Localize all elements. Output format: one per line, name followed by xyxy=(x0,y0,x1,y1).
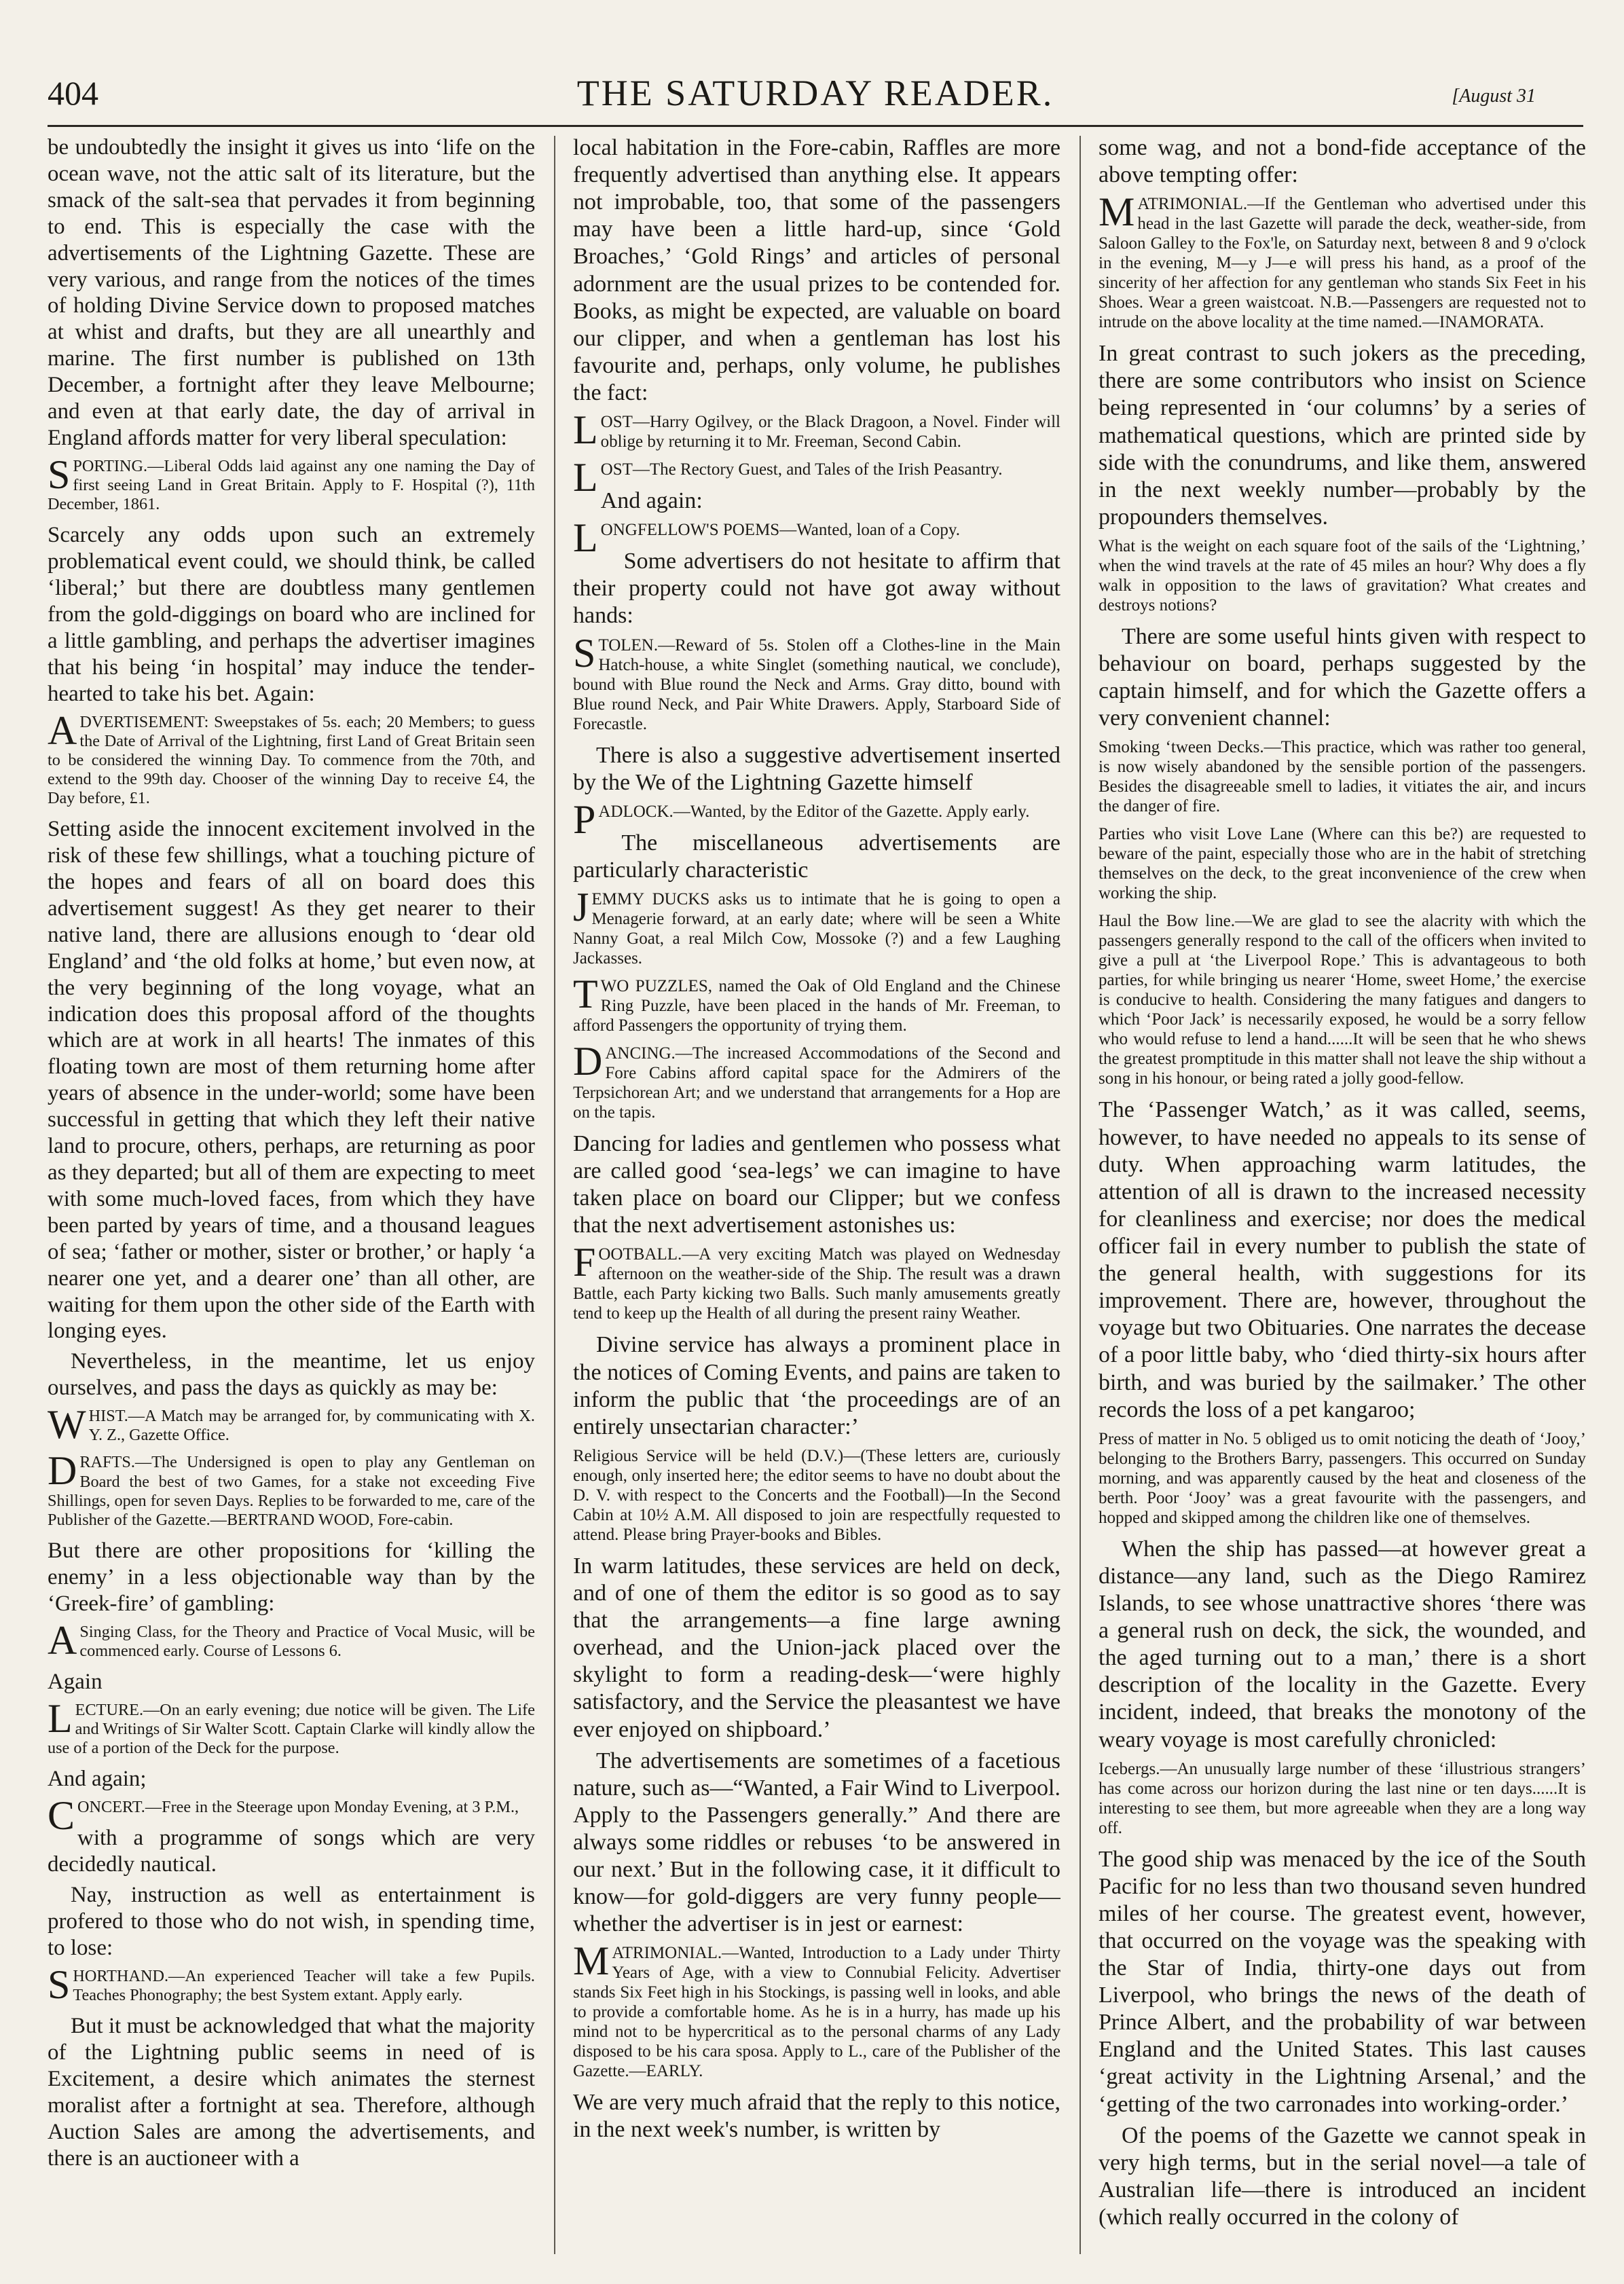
body-paragraph: In warm latitudes, these services are held on deck, and of one of them the editor is so good as to say that the arrangements—a fine large awning overhead, and the Union-jack placed over the skylight to form a reading-desk—‘were highly satisfactory, and the Service the pleasantest we have ever enjoyed on shipboard.’ xyxy=(573,1553,1060,1742)
advertisement-text: STOLEN.—Reward of 5s. Stolen off a Clothes-line in the Main Hatch-house, a white Singlet (something nautical, we conclude), bound with Blue round the Neck and Arms. Gray ditto, bound with Blue round Neck, and Pair White Drawers. Apply, Starboard Side of Forecastle. xyxy=(573,630,1060,733)
quoted-notice: What is the weight on each square foot of the sails of the ‘Lightning,’ when the wind travels at the rate of 45 miles an hour? Why does a fly walk in opposition to the laws of gravitation? What creates and destroys notions? xyxy=(1099,536,1586,614)
body-paragraph: Nay, instruction as well as entertainment is profered to those who do not wish, in spending time, to lose: xyxy=(48,1883,535,1960)
body-paragraph: In great contrast to such jokers as the preceding, there are some contributors who insist on Science being represented in ‘our columns’ by a series of mathematical questions, which are printed side by side with the conundrums, and like them, answered in the next weekly number—probably by the propounders themselves. xyxy=(1099,341,1586,530)
column-divider xyxy=(1079,136,1081,2254)
body-paragraph: There are some useful hints given with respect to behaviour on board, perhaps suggested by the captain himself, and for which the Gazette offers a very convenient channel: xyxy=(1099,623,1586,731)
body-paragraph: Some advertisers do not hesitate to affirm that their property could not have got away without hands: xyxy=(573,549,1060,629)
page-title: THE SATURDAY READER. xyxy=(576,73,1054,113)
advertisement-text: JEMMY DUCKS asks us to intimate that he is going to open a Menagerie forward, at an early date; where will be seen a White Nanny Goat, a real Milch Cow, Mossoke (?) and a few Laughing Jackasses. xyxy=(573,884,1060,968)
advertisement-text: LONGFELLOW'S POEMS—Wanted, loan of a Copy. xyxy=(573,515,960,561)
body-paragraph: Setting aside the innocent excitement involved in the risk of these few shillings, what a touching picture of the hopes and fears of all on board does this advertisement suggest! As they get nearer to their native land, there are allusions enough to ‘dear old England’ and ‘the old folks at home,’ but even now, at the very beginning of the long voyage, what an indication does this proposal afford of the thoughts which are at work in all hearts! The inmates of this floating town are most of them returning home after years of absence in the under-world; some have been successful in getting that which they left their native land to procure, others, perhaps, are returning as poor as they departed; but all of them are expecting to meet with some much-loved faces, from which they have been parted by years of time, and a thousand leagues of sea; ‘father or mother, sister or brother,’ or haply ‘a nearer one yet, and a dearer one’ than all other, are waiting for them upon the other side of the Earth with longing eyes. xyxy=(48,817,535,1344)
advertisement-text: ADVERTISEMENT: Sweepstakes of 5s. each; 20 Members; to guess the Date of Arrival of the Lightning, first Land of Great Britain seen to be considered the winning Day. To commence from the 70th, and extend to the 99th day. Chooser of the winning Day to receive £4, the Day before, £1. xyxy=(48,707,535,808)
body-paragraph: And again; xyxy=(48,1767,147,1792)
advertisement-text: LECTURE.—On an early evening; due notice will be given. The Life and Writings of Sir Walter Scott. Captain Clarke will kindly allow the use of a portion of the Deck for the purpose. xyxy=(48,1695,535,1758)
body-paragraph: be undoubtedly the insight it gives us into ‘life on the ocean wave, not the attic salt of its literature, but the smack of the salt-sea that pervades it from beginning to end. This is especially the case with the advertisements of the Lightning Gazette. These are very various, and range from the notices of the times of holding Divine Service down to proposed matches at whist and drafts, but they are all unearthly and marine. The first number is published on 13th December, a fortnight after they leave Melbourne; and even at that early date, the day of arrival in England affords matter for very liberal speculation: xyxy=(48,135,535,450)
advertisement-text: PADLOCK.—Wanted, by the Editor of the Gazette. Apply early. xyxy=(573,796,1030,842)
advertisement-text: ASinging Class, for the Theory and Practice of Vocal Music, will be commenced early. Course of Lessons 6. xyxy=(48,1617,535,1663)
advertisement-text: MATRIMONIAL.—If the Gentleman who advertised under this head in the last Gazette will parade the deck, weather-side, from Saloon Galley to the Fox'le, on Saturday next, between 8 and 9 o'clock in the evening, M—y J—e will press his hand, as a proof of the sincerity of her affection for any gentleman who stands Six Feet in his Shoes. Wear a green waistcoat. N.B.—Passengers are requested not to intrude on the above locality at the time named.—INAMORATA. xyxy=(1099,189,1586,332)
advertisement-text: MATRIMONIAL.—Wanted, Introduction to a Lady under Thirty Years of Age, with a view to Connubial Felicity. Advertiser stands Six Feet high in his Stockings, is passing well in looks, and able to provide a comfortable home. As he is in a hurry, has made up his mind not to be hypercritical as to the personal charms of any Lady disposed to be his cara sposa. Apply to L., care of the Publisher of the Gazette.—EARLY. xyxy=(573,1938,1060,2081)
issue-date: [August 31 xyxy=(1452,86,1536,107)
masthead xyxy=(48,68,1583,115)
body-paragraph: with a programme of songs which are very decidedly nautical. xyxy=(48,1826,535,1877)
body-paragraph: When the ship has passed—at however great a distance—any land, such as the Diego Ramirez Islands, to see whose unattractive shores ‘there was a general rush on deck, the sick, the wounded, and the aged turning out to a man,’ there is a short description of the locality in the Gazette. Every incident, indeed, that breaks the monotony of the weary voyage is most carefully chronicled: xyxy=(1099,1536,1586,1752)
body-paragraph: But there are other propositions for ‘killing the enemy’ in a less objectionable way than by the ‘Greek-fire’ of gambling: xyxy=(48,1538,535,1616)
advertisement-text: TWO PUZZLES, named the Oak of Old England and the Chinese Ring Puzzle, have been placed in the hands of Mr. Freeman, to afford Passengers the opportunity of trying them. xyxy=(573,971,1060,1035)
quoted-notice: Parties who visit Love Lane (Where can this be?) are requested to beware of the paint, especially those who are in the habit of stretching themselves on the deck, to the great inconvenience of the crew when working the ship. xyxy=(1099,825,1586,903)
column-divider xyxy=(554,136,555,2254)
quoted-notice: Icebergs.—An unusually large number of these ‘illustrious strangers’ has come across our horizon during the last nine or ten days......It is interesting to see them, but more agreeable when they are a long way off. xyxy=(1099,1759,1586,1837)
body-paragraph: And again: xyxy=(600,488,703,514)
advertisement-text: DRAFTS.—The Undersigned is open to play any Gentleman on Board the best of two Games, for a stake not exceeding Five Shillings, open for seven Days. Replies to be forwarded to me, care of the Publisher of the Gazette.—BERTRAND WOOD, Fore-cabin. xyxy=(48,1448,535,1529)
body-paragraph: Dancing for ladies and gentlemen who possess what are called good ‘sea-legs’ we can imagine to have taken place on board our Clipper; but we confess that the next advertisement astonishes us: xyxy=(573,1130,1060,1238)
body-paragraph: Scarcely any odds upon such an extremely problematical event could, we should think, be called ‘liberal;’ but there are doubtless many gentlemen from the gold-diggings on board who are inclined for a little gambling, and perhaps the advertiser imagines that his being ‘in hospital’ may induce the tender-hearted to take his bet. Again: xyxy=(48,523,535,706)
body-paragraph: Of the poems of the Gazette we cannot speak in very high terms, but in the serial novel—a tale of Australian life—there is introduced an incident (which really occurred in the colony of xyxy=(1099,2122,1586,2230)
column-3 xyxy=(1099,134,1586,2246)
column-2 xyxy=(573,134,1060,2246)
quoted-notice: Religious Service will be held (D.V.)—(These letters are, curiously enough, only inserted here; the editor seems to have no doubt about the D. V. with respect to the Concerts and the Football)—In the Second Cabin at 10½ A.M. All disposed to join are respectfully requested to attend. Please bring Prayer-books and Bibles. xyxy=(573,1446,1060,1544)
quoted-notice: Press of matter in No. 5 obliged us to omit noticing the death of ‘Jooy,’ belonging to the Brothers Barry, passengers. This occurred on Sunday morning, and was apparently caused by the heat and closeness of the berth. Poor ‘Jooy’ was a great favourite with the passengers, and hopped and skipped among the children like one of themselves. xyxy=(1099,1429,1586,1527)
body-paragraph: The good ship was menaced by the ice of the South Pacific for no less than two thousand seven hundred miles of her course. The greatest event, however, that occurred on the voyage was the speaking with the Star of India, thirty-one days out from Liverpool, who brings the news of the death of Prince Albert, and the probability of war between England and the United States. This last causes ‘great activity in the Lightning Arsenal,’ and the ‘getting of the two carronades into working-order.’ xyxy=(1099,1846,1586,2117)
header-rule xyxy=(48,125,1583,127)
body-paragraph: some wag, and not a bond-fide acceptance of the above tempting offer: xyxy=(1099,135,1586,188)
advertisement-text: DANCING.—The increased Accommodations of the Second and Fore Cabins afford capital space for the Admirers of the Terpsichorean Art; and we understand that arrangements for a Hop are on the tapis. xyxy=(573,1038,1060,1122)
advertisement-text: SHORTHAND.—An experienced Teacher will take a few Pupils. Teaches Phonography; the best System extant. Apply early. xyxy=(48,1961,535,2007)
column-1 xyxy=(48,134,535,2246)
body-paragraph: local habitation in the Fore-cabin, Raffles are more frequently advertised than anything else. It appears not improbable, too, that some of the passengers may have been a little hard-up, since ‘Gold Broaches,’ ‘Gold Rings’ and articles of personal adornment are the usual prizes to be contended for. Books, as might be expected, are valuable on board our clipper, and when a gentleman has lost his favourite and, perhaps, only volume, he publishes the fact: xyxy=(573,135,1060,405)
quoted-notice: Haul the Bow line.—We are glad to see the alacrity with which the passengers generally respond to the call of the officers when invited to give a pull at ‘the Liverpool Rope.’ This is advantageous to both parties, for while bringing us nearer ‘Home, sweet Home,’ the exercise is conducive to health. Considering the many fatigues and dangers to which ‘Poor Jack’ is necessarily exposed, he would be a sorry fellow who would refuse to lend a hand......It will be seen that he who shews the greatest promptitude in this matter shall not leave the ship without a song in his honour, or being rated a jolly good-fellow. xyxy=(1099,912,1586,1088)
body-paragraph: The miscellaneous advertisements are particularly characteristic xyxy=(573,830,1060,883)
quoted-notice: Smoking ‘tween Decks.—This practice, which was rather too general, is now wisely abandoned by the sensible portion of the passengers. Besides the disagreeable smell to ladies, it vitiates the air, and incurs the danger of fire. xyxy=(1099,738,1586,816)
advertisement-text: LOST—Harry Ogilvey, or the Black Dragoon, a Novel. Finder will oblige by returning it to Mr. Freeman, Second Cabin. xyxy=(573,407,1060,453)
advertisement-text: CONCERT.—Free in the Steerage upon Monday Evening, at 3 P.M., xyxy=(48,1793,519,1839)
advertisement-text: LOST—The Rectory Guest, and Tales of the Irish Peasantry. xyxy=(573,455,1003,500)
page-number: 404 xyxy=(48,74,98,112)
body-paragraph: Nevertheless, in the meantime, let us enjoy ourselves, and pass the days as quickly as may be: xyxy=(48,1349,535,1401)
body-paragraph: The ‘Passenger Watch,’ as it was called, seems, however, to have needed no appeals to its sense of duty. When approaching warm latitudes, the attention of all is drawn to the increased necessity for cleanliness and exercise; nor does the medical officer fail in every number to publish the state of the general health, with suggestions for its improvement. There are, however, throughout the voyage but two Obituaries. One narrates the decease of a poor little baby, who ‘died thirty-six hours after birth, and was buried by the sailmaker.’ The other records the loss of a pet kangaroo; xyxy=(1099,1097,1586,1422)
advertisement-text: WHIST.—A Match may be arranged for, by communicating with X. Y. Z., Gazette Office. xyxy=(48,1402,535,1448)
body-paragraph: The advertisements are sometimes of a facetious nature, such as—“Wanted, a Fair Wind to Liverpool. Apply to the Passengers generally.” And there are always some riddles or rebuses ‘to be answered in our next.’ But in the following case, it it difficult to know—for gold-diggers are very funny people—whether the advertiser is in jest or earnest: xyxy=(573,1748,1060,1937)
body-paragraph: There is also a suggestive advertisement inserted by the We of the Lightning Gazette himself xyxy=(573,742,1060,795)
advertisement-text: SPORTING.—Liberal Odds laid against any one naming the Day of first seeing Land in Great Britain. Apply to F. Hospital (?), 11th December, 1861. xyxy=(48,452,535,514)
body-paragraph: But it must be acknowledged that what the majority of the Lightning public seems in need of is Excitement, a desire which animates the sternest moralist after a fortnight at sea. Therefore, although Auction Sales are among the advertisements, and there is an auctioneer with a xyxy=(48,2013,535,2171)
body-paragraph: Divine service has always a prominent place in the notices of Coming Events, and pains are taken to inform the public that ‘the proceedings are of an entirely unsectarian character:’ xyxy=(573,1332,1060,1439)
body-paragraph: Again xyxy=(48,1669,103,1694)
advertisement-text: FOOTBALL.—A very exciting Match was played on Wednesday afternoon on the weather-side of the Ship. The result was a drawn Battle, each Party kicking two Balls. Such manly amusements greatly tend to keep up the Health of all during the present rainy Weather. xyxy=(573,1240,1060,1323)
body-paragraph: We are very much afraid that the reply to this notice, in the next week's number, is written by xyxy=(573,2090,1060,2143)
